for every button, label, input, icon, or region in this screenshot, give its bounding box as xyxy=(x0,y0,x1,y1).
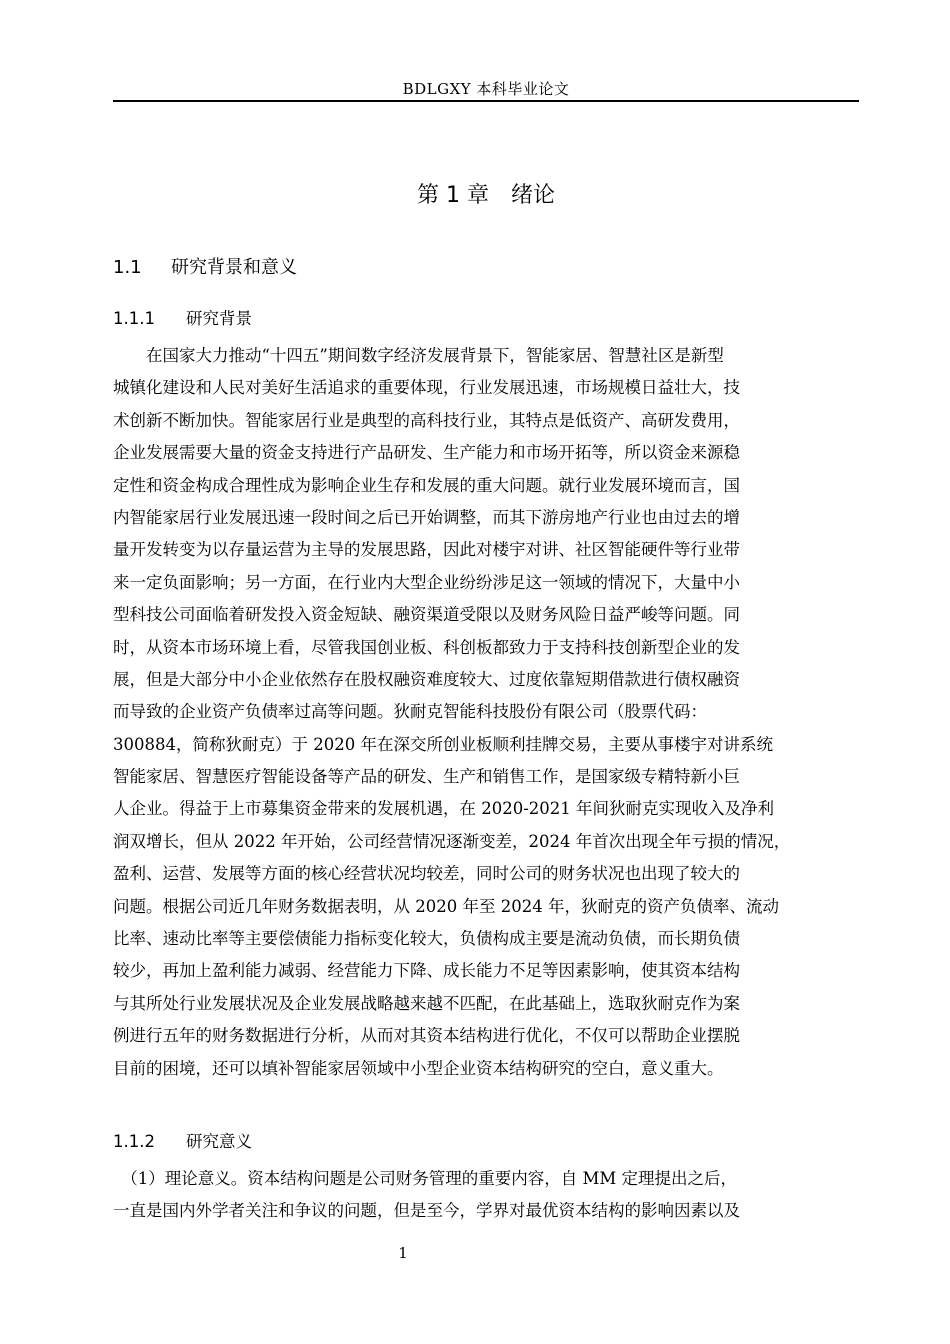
chapter-number: 第 1 章 xyxy=(417,183,489,208)
text-line: 而导致的企业资产负债率过高等问题。狄耐克智能科技股份有限公司（股票代码： xyxy=(113,702,707,722)
text-line: 较少，再加上盈利能力减弱、经营能力下降、成长能力不足等因素影响，使其资本结构 xyxy=(113,961,740,981)
section-title: 研究意义 xyxy=(186,1132,252,1151)
text-line: （1）理论意义。资本结构问题是公司财务管理的重要内容，自 MM 定理提出之后， xyxy=(113,1169,738,1188)
text-line: 城镇化建设和人民对美好生活追求的重要体现，行业发展迅速，市场规模日益壮大，技 xyxy=(113,378,740,398)
text-line: 时，从资本市场环境上看，尽管我国创业板、科创板都致力于支持科技创新型企业的发 xyxy=(113,637,740,657)
text-line: 比率、速动比率等主要偿债能力指标变化较大，负债构成主要是流动负债，而长期负债 xyxy=(113,929,740,949)
text-line: 型科技公司面临着研发投入资金短缺、融资渠道受限以及财务风险日益严峻等问题。同 xyxy=(113,605,740,625)
section-title: 研究背景 xyxy=(186,309,252,328)
running-header: BDLGXY 本科毕业论文 xyxy=(402,80,570,98)
section-heading-1-1 xyxy=(113,253,297,279)
text-line: 例进行五年的财务数据进行分析，从而对其资本结构进行优化，不仅可以帮助企业摆脱 xyxy=(113,1026,740,1046)
text-line: 来一定负面影响；另一方面，在行业内大型企业纷纷涉足这一领域的情况下，大量中小 xyxy=(113,572,740,592)
section-number: 1.1.1 xyxy=(113,309,155,328)
section-heading-1-1-2 xyxy=(113,1128,252,1152)
text-line: 目前的困境，还可以填补智能家居领域中小型企业资本结构研究的空白，意义重大。 xyxy=(113,1058,724,1078)
text-line: 内智能家居行业发展迅速一段时间之后已开始调整，而其下游房地产行业也由过去的增 xyxy=(113,507,740,527)
text-line: 在国家大力推动“十四五”期间数字经济发展背景下，智能家居、智慧社区是新型 xyxy=(113,346,724,365)
text-line: 盈利、运营、发展等方面的核心经营状况均较差，同时公司的财务状况也出现了较大的 xyxy=(113,864,740,884)
section-number: 1.1.2 xyxy=(113,1132,155,1151)
text-line: 量开发转变为以存量运营为主导的发展思路，因此对楼宇对讲、社区智能硬件等行业带 xyxy=(113,540,740,560)
text-line: 300884，简称狄耐克）于 2020 年在深交所创业板顺利挂牌交易，主要从事楼宇对讲系统 xyxy=(113,734,773,754)
text-line: 企业发展需要大量的资金支持进行产品研发、生产能力和市场开拓等，所以资金来源稳 xyxy=(113,443,740,463)
section-heading-1-1-1 xyxy=(113,305,252,329)
text-line: 问题。根据公司近几年财务数据表明，从 2020 年至 2024 年，狄耐克的资产负债率、流动 xyxy=(113,896,779,916)
header-rule xyxy=(113,100,859,102)
chapter-title: 绪论 xyxy=(510,183,555,208)
text-line: 一直是国内外学者关注和争议的问题，但是至今，学界对最优资本结构的影响因素以及 xyxy=(113,1201,740,1221)
text-line: 人企业。得益于上市募集资金带来的发展机遇，在 2020-2021 年间狄耐克实现收入及净利 xyxy=(113,799,775,819)
body-paragraph-background xyxy=(113,340,859,1085)
text-line: 智能家居、智慧医疗智能设备等产品的研发、生产和销售工作，是国家级专精特新小巨 xyxy=(113,767,740,787)
text-line: 定性和资金构成合理性成为影响企业生存和发展的重大问题。就行业发展环境而言，国 xyxy=(113,475,740,495)
page-number: 1 xyxy=(398,1244,408,1262)
section-title: 研究背景和意义 xyxy=(171,257,297,278)
text-line: 展，但是大部分中小企业依然存在股权融资难度较大、过度依靠短期借款进行债权融资 xyxy=(113,669,740,689)
section-number: 1.1 xyxy=(113,257,142,278)
text-line: 与其所处行业发展状况及企业发展战略越来越不匹配，在此基础上，选取狄耐克作为案 xyxy=(113,993,740,1013)
chapter-heading xyxy=(113,178,859,209)
body-paragraph-significance xyxy=(113,1163,859,1228)
text-line: 术创新不断加快。智能家居行业是典型的高科技行业，其特点是低资产、高研发费用， xyxy=(113,410,740,430)
text-line: 润双增长，但从 2022 年开始，公司经营情况逐渐变差，2024 年首次出现全年亏损的情况， xyxy=(113,831,791,851)
